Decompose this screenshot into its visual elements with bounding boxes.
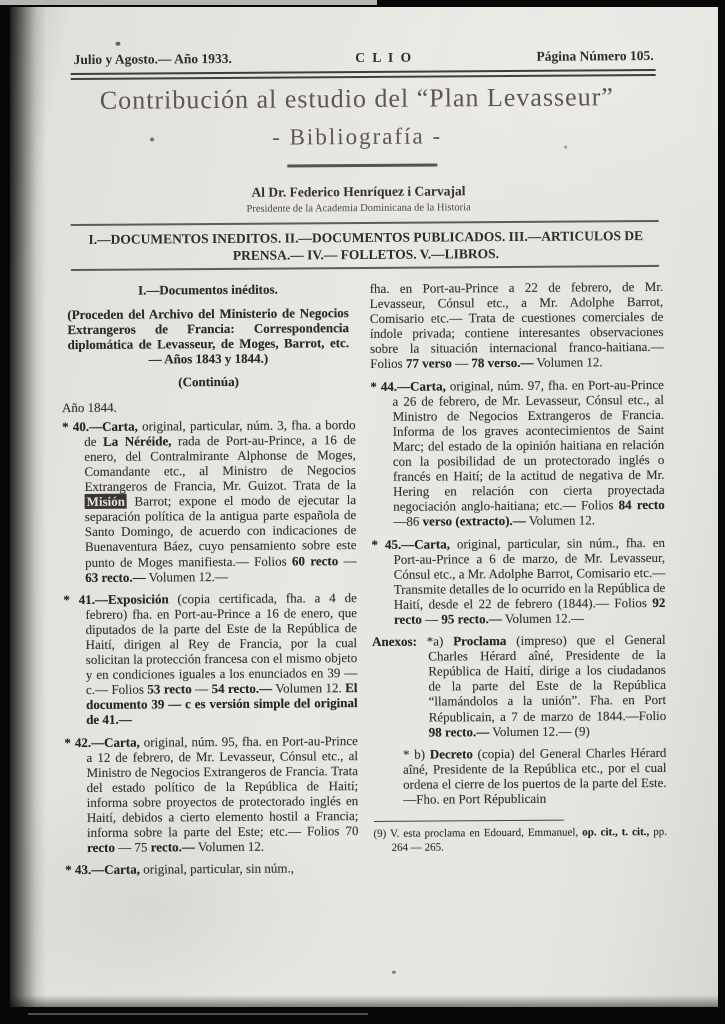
contents-index-line: I.—DOCUMENTOS INEDITOS. II.—DOCUMENTOS PUBLICADOS. III.—ARTICULOS DE PRENSA.— IV.— FOLLETOS. V.—LIBROS. <box>88 228 644 263</box>
footnote-block <box>373 819 667 855</box>
subtitle-rule <box>287 163 437 167</box>
right-column <box>370 279 668 882</box>
divider-rule-top <box>71 220 659 226</box>
masthead-rule <box>71 69 656 80</box>
annex-b-decreto: * b) Decreto (copia) del General Charles Hérard aîné, Presidente de la República etc., por el cual ordena el cierre de los puertos de la parte del Este.—Fho. en Port Républicain <box>402 744 667 807</box>
article-subtitle: - Bibliografía - <box>272 123 443 150</box>
entry-45: * 45.—Carta, original, particular, sin núm., fha. en Port-au-Prince a 6 de marzo, de Mr. Levasseur, Cónsul etc., a Mr. Adolphe Barrot, Comisario etc.— Transmite detalles de lo ocurrido en la República de Haití, desde el 22 de febrero (1844).— Folios 92 recto — 95 recto.— Volumen 12.— <box>371 534 666 627</box>
entry-43: * 43.—Carta, original, particular, sin núm., <box>65 860 295 878</box>
section-heading: I.—Documentos inéditos. <box>137 281 278 298</box>
continuation-note: (Continúa) <box>178 374 239 390</box>
book-page-edge <box>28 1013 368 1015</box>
page-number: Página Número 105. <box>536 47 654 64</box>
entry-40: * 40.—Carta, original, particular, núm. 3, fha. a bordo de La Néréide, rada de Port-au-Prince, a 16 de enero, del Contralmirante Alphonse de Moges, Comandante etc., al Ministro de Negocios Extrangeros de Francia, Mr. Guizot. Trata de la Misión Barrot; expone el modo de ejecutar la separación política de la antigua parte española de Santo Domingo, de acuerdo con indicaciones de Buenaventura Báez, cuyo pensamiento sobre este punto de Moges manifiesta.— Folios 60 recto — 63 recto.— Volumen 12.— <box>62 416 357 585</box>
dedication-name: Al Dr. Federico Henríquez i Carvajal <box>251 183 466 200</box>
dedication <box>8 182 708 217</box>
dedication-role: Presidente de la Academia Dominicana de la Historia <box>246 202 471 215</box>
issue-date: Julio y Agosto.— Año 1933. <box>73 50 232 68</box>
ink-speck <box>115 42 120 46</box>
scanner-edge-light <box>0 0 377 5</box>
provenance-note: (Proceden del Archivo del Ministerio de Negocios Extrangeros de Francia: Correspondencia diplomática de Levasseur, de Moges, Barrot, etc.— Años 1843 y 1844.) <box>67 305 350 367</box>
entry-44: * 44.—Carta, original, núm. 97, fha. en Port-au-Prince a 26 de febrero, de Mr. Levasseur, Cónsul etc., al Ministro de Negocios Extrangeros de Francia. Informa de los graves acontecimientos de Saint Marc; del estado de la opinión haitiana en relación con la posibilidad de un protectorado inglés o francés en Haití; de la actitud de negativa de Mr. Hering en relación con cierta proyectada negociación anglo-haitiana; etc.— Folios 84 recto —86 verso (extracto).— Volumen 12. <box>370 376 665 530</box>
journal-masthead <box>74 48 654 68</box>
entry-43-continuation: fha. en Port-au-Prince a 22 de febrero, de Mr. Levasseur, Cónsul etc., a Mr. Adolphe Barrot, Comisario etc.— Trata de cuestiones comerciales de índole privada; contiene interesantes observaciones sobre la situación internacional franco-haitiana.— Folios 77 verso — 78 verso.— Volumen 12. <box>369 278 664 372</box>
entry-41: * 41.—Exposición (copia certificada, fha. a 4 de febrero) fha. en Port-au-Prince a 16 de enero, que diputados de la parte del Este de la República de Haití, dirigen al Rey de Francia, por la cual solicitan la protección francesa con el mismo objeto y en condiciones iguales a los enunciados en 39 — c.— Folios 53 recto — 54 recto.— Volumen 12. El documento 39 — c es versión simple del original de 41.— <box>63 589 358 728</box>
ink-speck <box>150 137 154 141</box>
ink-speck <box>564 146 567 149</box>
scanned-page <box>10 7 718 1007</box>
left-column <box>61 281 359 884</box>
article-title: Contribución al estudio del “Plan Levasseur” <box>99 82 614 115</box>
two-column-body <box>61 279 667 885</box>
page-content <box>7 5 722 1010</box>
journal-title: C L I O <box>355 49 414 66</box>
footnote-9: (9) V. esta proclama en Edouard, Emmanuel, op. cit., t. cit., pp. 264 — 265. <box>373 825 668 854</box>
footnote-rule <box>373 820 563 822</box>
entry-42: * 42.—Carta, original, núm. 95, fha. en Port-au-Prince a 12 de febrero, de Mr. Levasseur, Cónsul etc., al Ministro de Negocios Extrangeros de Francia. Trata del estado político de la República de Haití; informa sobre proyectos de protectorado inglés en Haití, debidos a cierto elemento hostil a Francia; informa sobre la parte del Este; etc.— Folios 70 recto — 75 recto.— Volumen 12. <box>64 732 359 856</box>
ink-speck <box>392 971 396 974</box>
year-heading: Año 1844. <box>61 399 117 415</box>
divider-rule-bottom <box>71 265 659 271</box>
annex-a-proclama: Anexos: *a) Proclama (impreso) que el General Charles Hérard aîné, Presidente de la República de Haití, dirige a los ciudadanos de la parte del Este de la República “llamándolos a la unión”. Fha. en Port Républicain, a 7 de marzo de 1844.—Folio 98 recto.— Volumen 12.— (9) <box>372 631 667 740</box>
